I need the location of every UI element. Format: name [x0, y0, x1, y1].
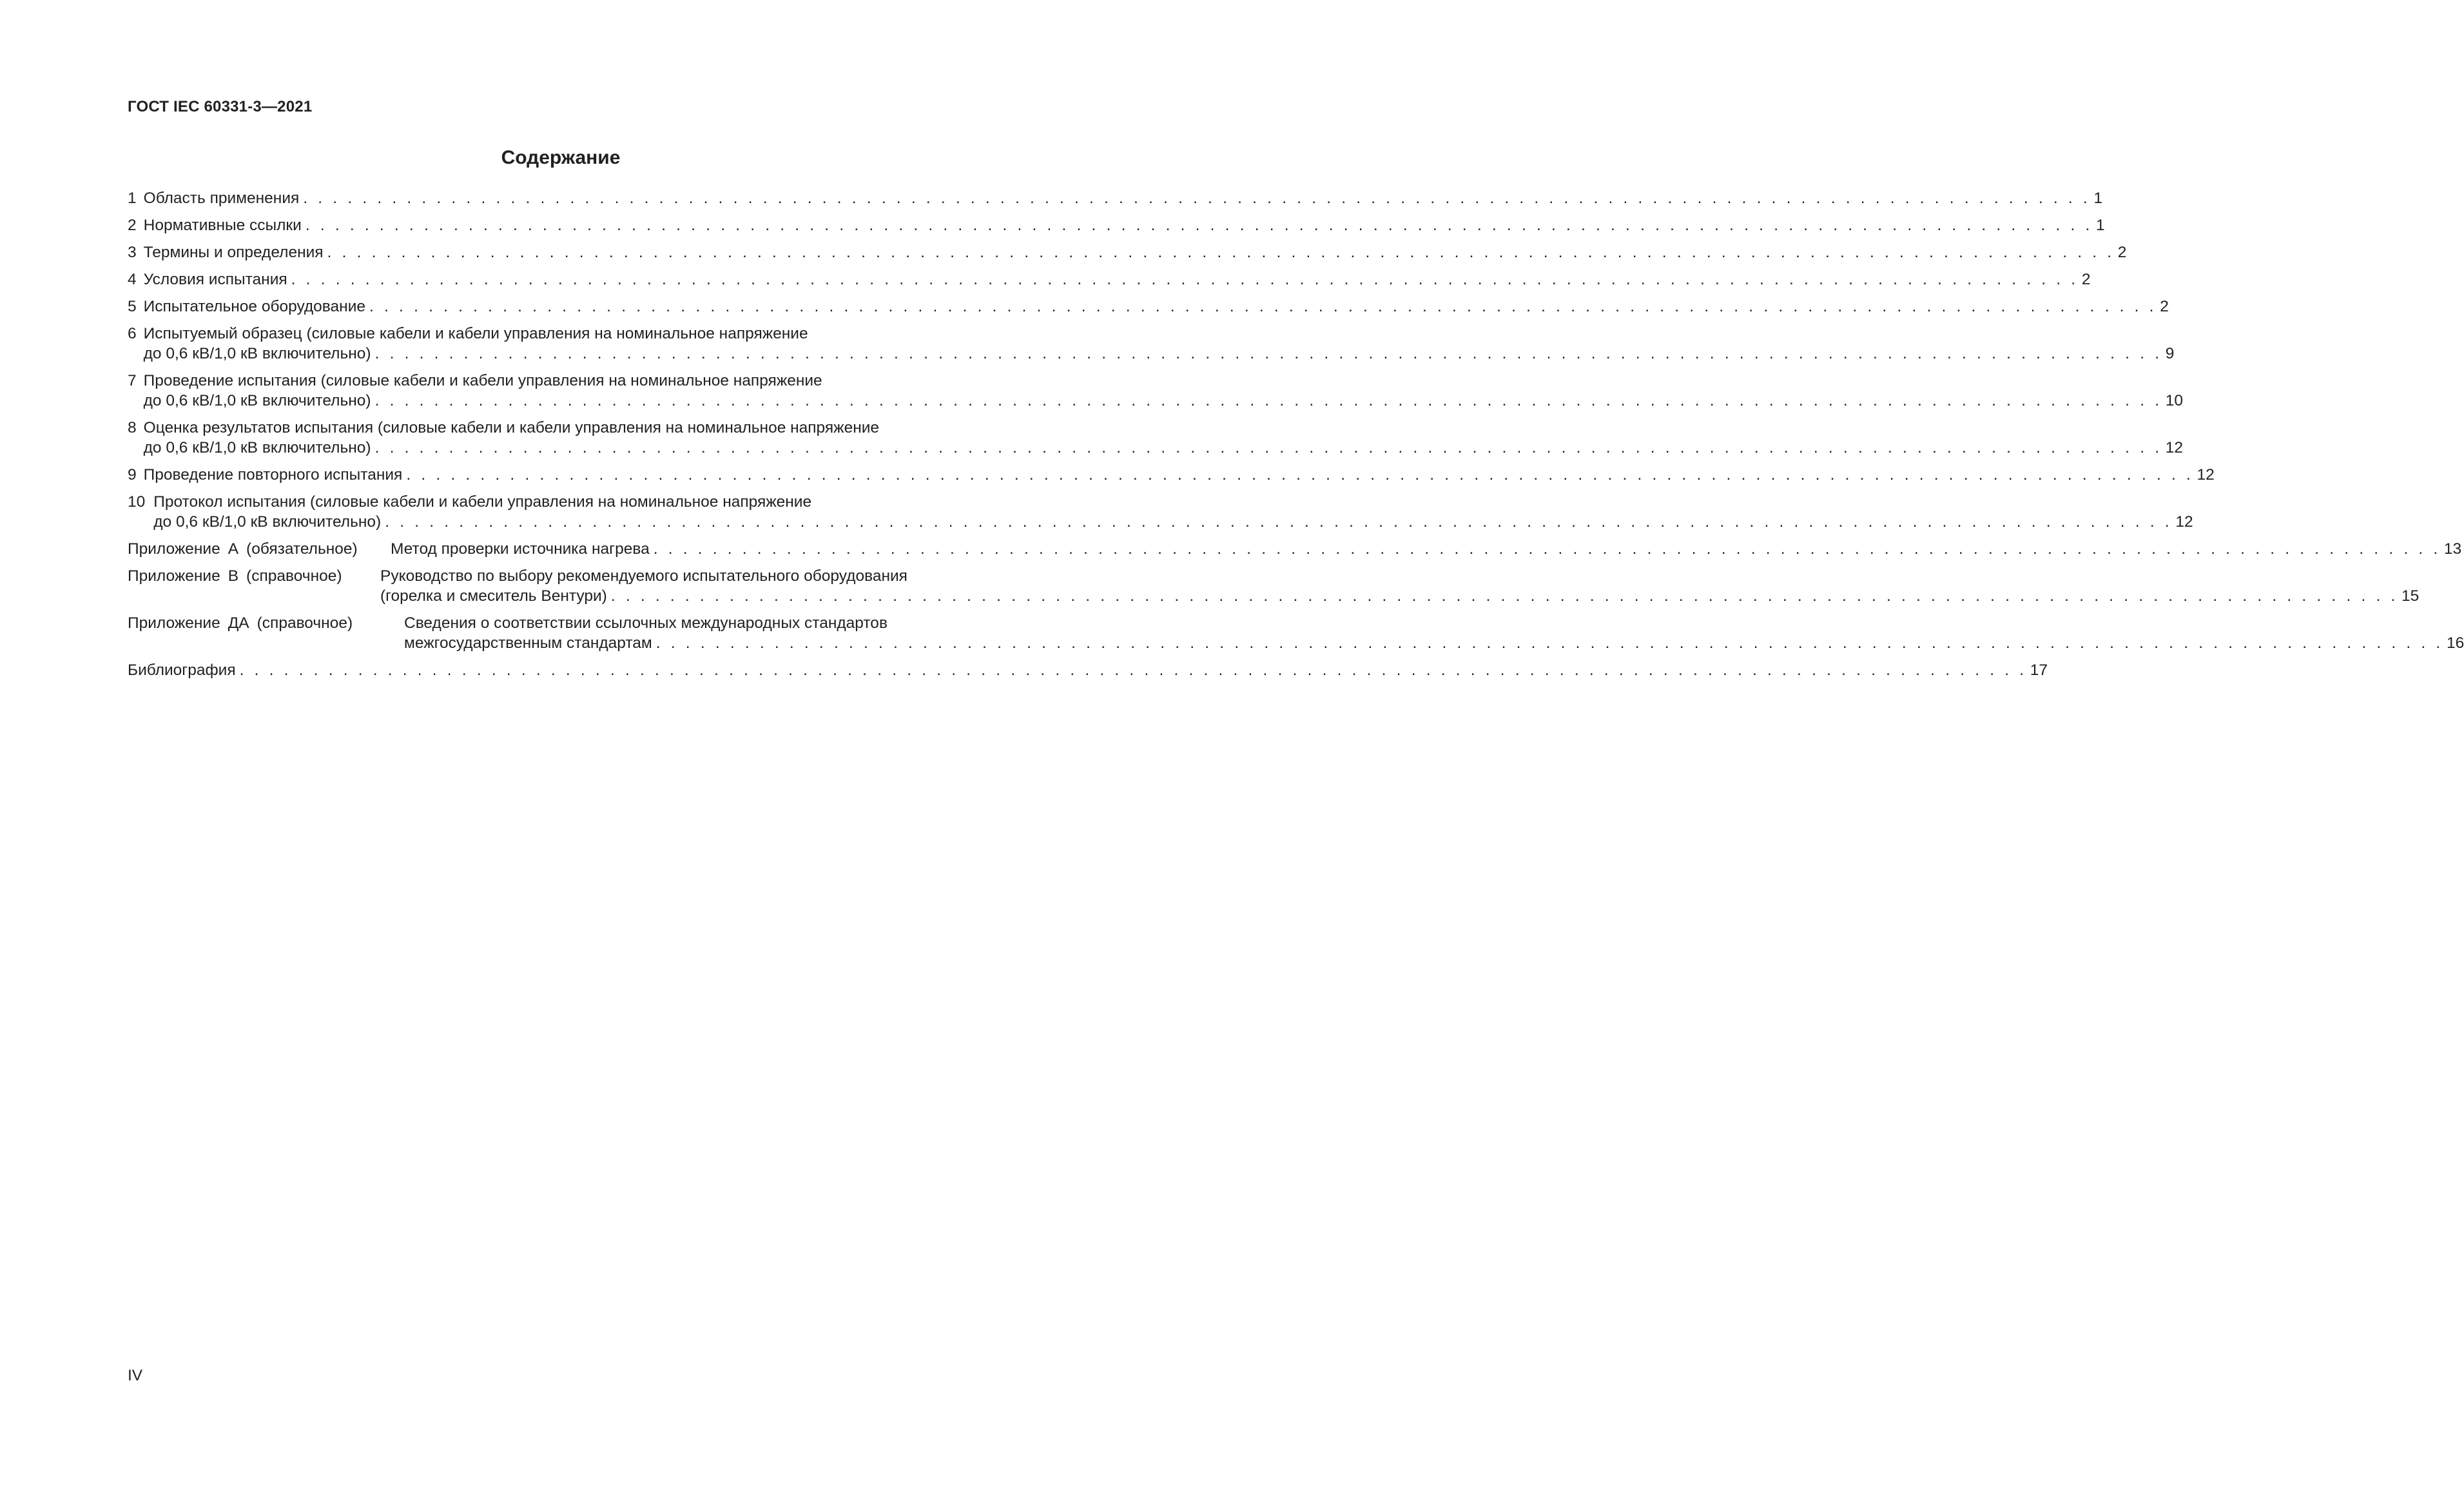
- toc-title: Содержание: [501, 147, 621, 168]
- toc-entry-title: Нормативные ссылки: [143, 217, 302, 234]
- dot-leader: . . . . . . . . . . . . . . . . . . . . . . . . . . . . . . . . . . . . . . . . . . . . . . . . . . . . . . . . . . . . . . . . . . . . . . . . . . . . . . . . . . . . . . . . . . . . . . . . . . . . . . . . . . . . . . . . . . . . . . . . .: [305, 217, 2093, 234]
- toc-appendix-b[interactable]: [128, 566, 2420, 606]
- toc-entry-2[interactable]: [128, 215, 2105, 235]
- appendix-letter: В: [228, 567, 239, 585]
- toc-entry-title: Руководство по выбору рекомендуемого испытательного оборудования: [380, 567, 907, 585]
- toc-entry-6[interactable]: [128, 324, 2175, 364]
- toc-entry-number: 10: [128, 493, 146, 511]
- toc-page-number: 9: [2165, 345, 2175, 362]
- toc-entry-title: Оценка результатов испытания (силовые кабели и кабели управления на номинальное напряжение: [143, 419, 880, 436]
- toc-entry-7[interactable]: [128, 371, 2183, 411]
- toc-entry-title-cont: до 0,6 кВ/1,0 кВ включительно): [143, 439, 371, 456]
- toc-appendix-a[interactable]: [128, 539, 2462, 559]
- appendix-status: (справочное): [246, 567, 342, 585]
- toc-entry-10[interactable]: [128, 492, 2193, 532]
- toc-entry-number: 2: [128, 217, 137, 234]
- appendix-status: (обязательное): [246, 540, 358, 558]
- toc-entry-number: 1: [128, 190, 137, 207]
- toc-entry-title-cont: до 0,6 кВ/1,0 кВ включительно): [153, 513, 382, 531]
- table-of-contents: [128, 188, 2464, 687]
- toc-entry-number: 9: [128, 466, 137, 484]
- toc-entry-title-cont: до 0,6 кВ/1,0 кВ включительно): [143, 392, 371, 409]
- dot-leader: . . . . . . . . . . . . . . . . . . . . . . . . . . . . . . . . . . . . . . . . . . . . . . . . . . . . . . . . . . . . . . . . . . . . . . . . . . . . . . . . . . . . . . . . . . . . . . . . . . . . . . . . . . . . . . . . . . . . . . . . .: [374, 439, 2162, 456]
- dot-leader: . . . . . . . . . . . . . . . . . . . . . . . . . . . . . . . . . . . . . . . . . . . . . . . . . . . . . . . . . . . . . . . . . . . . . . . . . . . . . . . . . . . . . . . . . . . . . . . . . . . . . . . . . . . . . . . . . . . . . . . . .: [327, 244, 2115, 261]
- dot-leader: . . . . . . . . . . . . . . . . . . . . . . . . . . . . . . . . . . . . . . . . . . . . . . . . . . . . . . . . . . . . . . . . . . . . . . . . . . . . . . . . . . . . . . . . . . . . . . . . . . . . . . . . . . . . . . . . . . . . . . . . .: [374, 345, 2162, 362]
- toc-entry-title: Метод проверки источника нагрева: [391, 540, 650, 558]
- toc-entry-title: Проведение испытания (силовые кабели и кабели управления на номинальное напряжение: [143, 372, 822, 389]
- toc-page-number: 15: [2401, 587, 2420, 605]
- toc-page-number: 2: [2081, 271, 2091, 288]
- appendix-letter: А: [228, 540, 239, 558]
- toc-entry-title: Термины и определения: [143, 244, 324, 261]
- toc-entry-title: Испытуемый образец (силовые кабели и кабели управления на номинальное напряжение: [143, 325, 808, 342]
- dot-leader: . . . . . . . . . . . . . . . . . . . . . . . . . . . . . . . . . . . . . . . . . . . . . . . . . . . . . . . . . . . . . . . . . . . . . . . . . . . . . . . . . . . . . . . . . . . . . . . . . . . . . . . . . . . . . . . . . . . . . . . . .: [374, 392, 2162, 409]
- dot-leader: . . . . . . . . . . . . . . . . . . . . . . . . . . . . . . . . . . . . . . . . . . . . . . . . . . . . . . . . . . . . . . . . . . . . . . . . . . . . . . . . . . . . . . . . . . . . . . . . . . . . . . . . . . . . . . . . . . . . . . . . .: [291, 271, 2079, 288]
- dot-leader: . . . . . . . . . . . . . . . . . . . . . . . . . . . . . . . . . . . . . . . . . . . . . . . . . . . . . . . . . . . . . . . . . . . . . . . . . . . . . . . . . . . . . . . . . . . . . . . . . . . . . . . . . . . . . . . . . . . . . . . . .: [655, 634, 2443, 652]
- toc-entry-1[interactable]: [128, 188, 2103, 208]
- toc-page-number: 13: [2443, 540, 2462, 558]
- appendix-letter: ДА: [228, 614, 249, 632]
- toc-appendix-da[interactable]: [128, 613, 2464, 653]
- toc-page-number: 12: [2197, 466, 2215, 484]
- toc-page-number: 1: [2093, 190, 2103, 207]
- appendix-status: (справочное): [257, 614, 353, 632]
- appendix-label: [128, 613, 404, 633]
- toc-entry-title: Испытательное оборудование: [143, 298, 366, 315]
- appendix-word: Приложение: [128, 540, 220, 558]
- dot-leader: . . . . . . . . . . . . . . . . . . . . . . . . . . . . . . . . . . . . . . . . . . . . . . . . . . . . . . . . . . . . . . . . . . . . . . . . . . . . . . . . . . . . . . . . . . . . . . . . . . . . . . . . . . . . . . . . . . . . . . . . .: [406, 466, 2194, 484]
- toc-entry-number: 4: [128, 271, 137, 288]
- toc-page-number: 10: [2165, 392, 2183, 409]
- dot-leader: . . . . . . . . . . . . . . . . . . . . . . . . . . . . . . . . . . . . . . . . . . . . . . . . . . . . . . . . . . . . . . . . . . . . . . . . . . . . . . . . . . . . . . . . . . . . . . . . . . . . . . . . . . . . . . . . . . . . . . . . .: [610, 587, 2398, 605]
- dot-leader: . . . . . . . . . . . . . . . . . . . . . . . . . . . . . . . . . . . . . . . . . . . . . . . . . . . . . . . . . . . . . . . . . . . . . . . . . . . . . . . . . . . . . . . . . . . . . . . . . . . . . . . . . . . . . . . . . . . . . . . . .: [385, 513, 2173, 531]
- toc-page-number: 16: [2446, 634, 2464, 652]
- toc-bibliography[interactable]: [128, 660, 2048, 680]
- appendix-label: [128, 539, 391, 559]
- toc-entry-title: Проведение повторного испытания: [143, 466, 403, 484]
- toc-entry-title-cont: межгосударственным стандартам: [404, 634, 652, 652]
- appendix-word: Приложение: [128, 567, 220, 585]
- toc-page-number: 12: [2165, 439, 2183, 456]
- toc-entry-number: 7: [128, 372, 137, 389]
- toc-entry-title: Область применения: [143, 190, 300, 207]
- toc-entry-number: 6: [128, 325, 137, 342]
- page-number: IV: [128, 1367, 143, 1384]
- toc-entry-8[interactable]: [128, 418, 2183, 458]
- toc-entry-number: 8: [128, 419, 137, 436]
- toc-page-number: 12: [2175, 513, 2193, 531]
- toc-entry-title: Библиография: [128, 661, 236, 679]
- toc-entry-title: Условия испытания: [143, 271, 287, 288]
- toc-page-number: 17: [2030, 661, 2048, 679]
- toc-entry-5[interactable]: [128, 297, 2169, 317]
- toc-entry-number: 3: [128, 244, 137, 261]
- toc-entry-4[interactable]: [128, 269, 2091, 289]
- toc-entry-9[interactable]: [128, 465, 2215, 485]
- toc-entry-number: 5: [128, 298, 137, 315]
- toc-entry-title-cont: до 0,6 кВ/1,0 кВ включительно): [143, 345, 371, 362]
- dot-leader: . . . . . . . . . . . . . . . . . . . . . . . . . . . . . . . . . . . . . . . . . . . . . . . . . . . . . . . . . . . . . . . . . . . . . . . . . . . . . . . . . . . . . . . . . . . . . . . . . . . . . . . . . . . . . . . . . . . . . . . . .: [303, 190, 2091, 207]
- document-code: ГОСТ IEC 60331-3—2021: [128, 98, 313, 115]
- dot-leader: . . . . . . . . . . . . . . . . . . . . . . . . . . . . . . . . . . . . . . . . . . . . . . . . . . . . . . . . . . . . . . . . . . . . . . . . . . . . . . . . . . . . . . . . . . . . . . . . . . . . . . . . . . . . . . . . . . . . . . . . .: [239, 661, 2027, 679]
- toc-page-number: 1: [2096, 217, 2105, 234]
- toc-page-number: 2: [2117, 244, 2127, 261]
- dot-leader: . . . . . . . . . . . . . . . . . . . . . . . . . . . . . . . . . . . . . . . . . . . . . . . . . . . . . . . . . . . . . . . . . . . . . . . . . . . . . . . . . . . . . . . . . . . . . . . . . . . . . . . . . . . . . . . . . . . . . . . . .: [369, 298, 2157, 315]
- appendix-word: Приложение: [128, 614, 220, 632]
- toc-page-number: 2: [2160, 298, 2169, 315]
- appendix-label: [128, 566, 380, 586]
- dot-leader: . . . . . . . . . . . . . . . . . . . . . . . . . . . . . . . . . . . . . . . . . . . . . . . . . . . . . . . . . . . . . . . . . . . . . . . . . . . . . . . . . . . . . . . . . . . . . . . . . . . . . . . . . . . . . . . . . . . . . . . . .: [653, 540, 2441, 558]
- toc-entry-3[interactable]: [128, 242, 2127, 262]
- toc-entry-title: Протокол испытания (силовые кабели и кабели управления на номинальное напряжение: [153, 493, 812, 511]
- toc-entry-title: Сведения о соответствии ссылочных международных стандартов: [404, 614, 888, 632]
- toc-entry-title-cont: (горелка и смеситель Вентури): [380, 587, 607, 605]
